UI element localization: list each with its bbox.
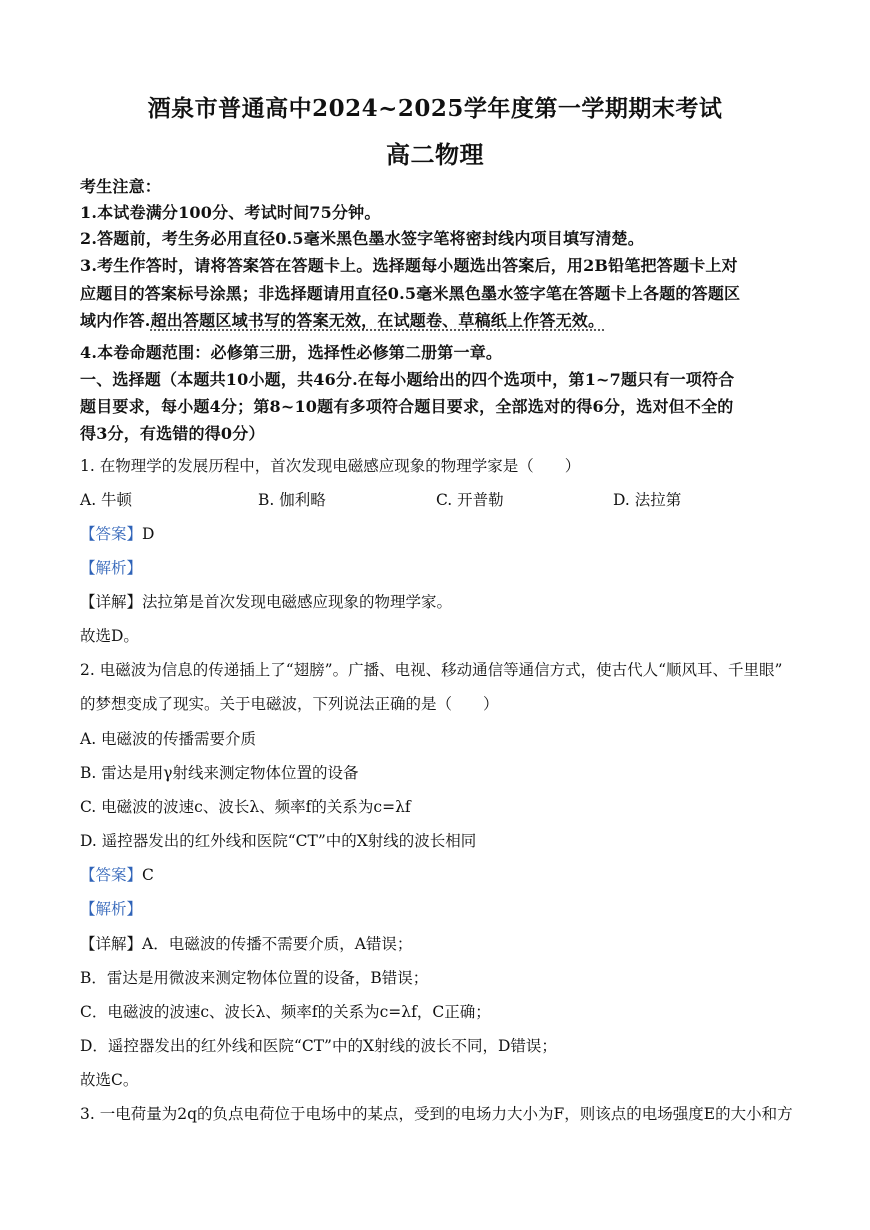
- notice-item-3-line-1: 3.考生作答时，请将答案答在答题卡上。选择题每小题选出答案后，用2B铅笔把答题卡上对: [80, 256, 738, 275]
- q2-detail-a-text: A．电磁波的传播不需要介质，A错误；: [142, 935, 413, 953]
- q1-option-d: D. 法拉第: [613, 491, 682, 509]
- q1-detail: [80, 592, 800, 612]
- q2-detail-tag: 【详解】: [80, 935, 143, 953]
- notice-item-3-line-3-start: 域内作答.: [80, 311, 151, 330]
- q2-detail-d: D．遥控器发出的红外线和医院“CT”中的X射线的波长不同，D错误；: [80, 1037, 557, 1055]
- notice-item-1: 1.本试卷满分100分、考试时间75分钟。: [80, 203, 381, 222]
- exam-title: 酒泉市普通高中2024~2025学年度第一学期期末考试: [147, 95, 723, 122]
- q2-answer-value: C: [142, 866, 154, 884]
- q2-answer: [80, 865, 800, 885]
- q2-option-b: B. 雷达是用γ射线来测定物体位置的设备: [80, 764, 359, 782]
- q2-stem-line-2: 的梦想变成了现实。关于电磁波，下列说法正确的是（ ）: [80, 695, 499, 713]
- section-1-line-3: 得3分，有选错的得0分）: [80, 424, 265, 443]
- notice-item-3-emphasis: 超出答题区域书写的答案无效，在试题卷、草稿纸上作答无效。: [150, 311, 605, 330]
- q1-stem: 1. 在物理学的发展历程中，首次发现电磁感应现象的物理学家是（ ）: [80, 457, 581, 475]
- q1-detail-text: 法拉第是首次发现电磁感应现象的物理学家。: [142, 593, 453, 611]
- q2-option-a: A. 电磁波的传播需要介质: [80, 730, 257, 748]
- q1-option-b: B. 伽利略: [258, 491, 326, 509]
- q2-detail-c: C．电磁波的波速c、波长λ、频率f的关系为c=λf，C正确；: [80, 1003, 491, 1021]
- q2-conclusion: 故选C。: [80, 1071, 139, 1089]
- q2-option-c: C. 电磁波的波速c、波长λ、频率f的关系为c=λf: [80, 798, 411, 816]
- q2-stem-line-1: 2. 电磁波为信息的传递插上了“翅膀”。广播、电视、移动通信等通信方式，使古代人“顺风耳、千里眼”: [80, 661, 783, 679]
- q2-answer-tag: 【答案】: [80, 866, 143, 884]
- q2-analysis-tag: 【解析】: [80, 900, 143, 918]
- section-1-line-1: 一、选择题（本题共10小题，共46分.在每小题给出的四个选项中，第1~7题只有一项符合: [80, 370, 735, 389]
- exam-subject: 高二物理: [386, 140, 484, 169]
- q1-answer-value: D: [142, 525, 155, 543]
- q1-analysis-tag: 【解析】: [80, 559, 143, 577]
- notice-item-3-line-3: [80, 311, 800, 331]
- q1-answer-tag: 【答案】: [80, 525, 143, 543]
- q3-stem-line-1: 3. 一电荷量为2q的负点电荷位于电场中的某点，受到的电场力大小为F，则该点的电场强度E的大小和方: [80, 1105, 793, 1123]
- section-1-line-2: 题目要求，每小题4分；第8~10题有多项符合题目要求，全部选对的得6分，选对但不全的: [80, 397, 734, 416]
- q2-option-d: D. 遥控器发出的红外线和医院“CT”中的X射线的波长相同: [80, 832, 477, 850]
- notice-item-3-line-2: 应题目的答案标号涂黑；非选择题请用直径0.5毫米黑色墨水签字笔在答题卡上各题的答题区: [80, 284, 741, 303]
- q1-option-c: C. 开普勒: [436, 491, 504, 509]
- q1-detail-tag: 【详解】: [80, 593, 143, 611]
- notice-item-2: 2.答题前，考生务必用直径0.5毫米黑色墨水签字笔将密封线内项目填写清楚。: [80, 229, 644, 248]
- q2-detail-b: B．雷达是用微波来测定物体位置的设备，B错误；: [80, 969, 429, 987]
- q1-option-a: A. 牛顿: [80, 491, 133, 509]
- notice-heading: 考生注意：: [80, 177, 162, 196]
- notice-item-4: 4.本卷命题范围：必修第三册，选择性必修第二册第一章。: [80, 343, 503, 362]
- q1-conclusion: 故选D。: [80, 627, 139, 645]
- q1-answer: [80, 524, 800, 544]
- q2-detail-a: [80, 934, 800, 954]
